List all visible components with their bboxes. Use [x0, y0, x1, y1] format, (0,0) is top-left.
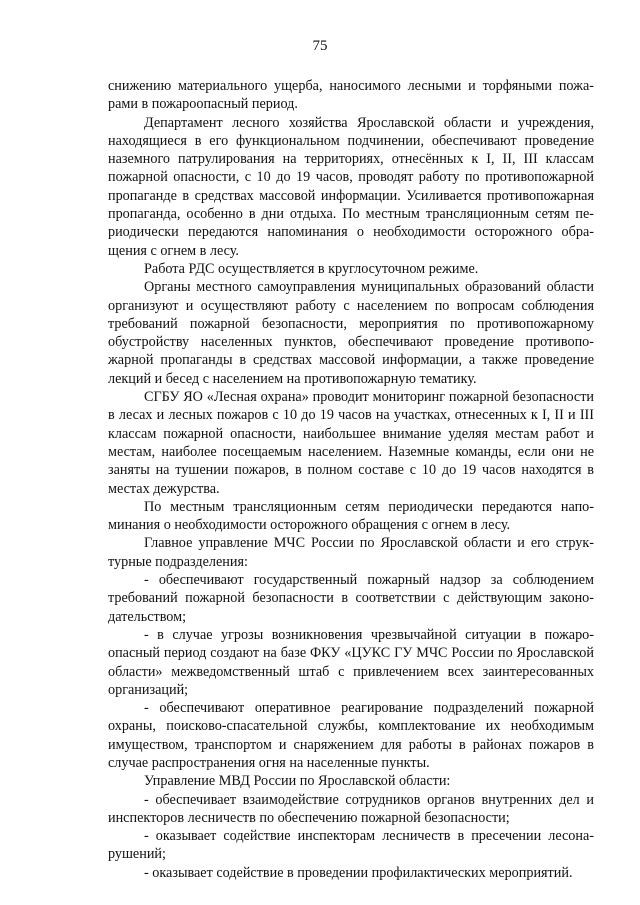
paragraph-rds-work: Работа РДС осуществляется в круглосуточном режиме.: [144, 260, 479, 277]
paragraph-forest-protection: СГБУ ЯО «Лесная охрана» проводит мониторинг пожарной безопасности в лесах и лесных пожаров с 10 до 19 часов на участках, отнесенных к I, II и III классам пожарной опасности, наибольшее внимание уделяя местам работ и местам, наиболее посещаемым населением. Наземные команды, если они не заняты на тушении пожаров, в полном составе с 10 до 19 часов находятся в местах дежурства.: [108, 389, 594, 497]
body-text: [108, 77, 594, 882]
paragraph-emergency-ministry: Главное управление МЧС России по Ярославской области и его структурные подразделения:: [108, 535, 594, 570]
paragraph-forestry-department: Департамент лесного хозяйства Ярославской области и учреждения, находящиеся в его функциональном подчинении, обеспечивают проведение наземного патрулирования на территориях, отнесённых к I, II, III классам пожарной опасности, с 10 до 19 часов, проводят работу по противопожарной пропаганде в средствах массовой информации. Усиливается противопожарная пропаганда, особенно в дни отдыха. По местным трансляционным сетям периодически передаются напоминания о необходимости осторожного обращения с огнем в лесу.: [108, 114, 594, 259]
paragraph-local-government: Органы местного самоуправления муниципальных образований области организуют и осуществляют работу с населением по вопросам соблюдения требований пожарной безопасности, мероприятия по противопожарному обустройству населенных пунктов, обеспечивают проведение противопожарной пропаганды в средствах массовой информации, а также проведение лекций и бесед с населением на противопожарную тематику.: [108, 279, 594, 387]
paragraph-broadcast-reminders: По местным трансляционным сетям периодически передаются напоминания о необходимости осторожного обращения с огнем в лесу.: [108, 498, 594, 534]
list-item-preventive-measures: - оказывает содействие в проведении профилактических мероприятий.: [144, 864, 573, 881]
list-item-violation-prevention: - оказывает содействие инспекторам лесничеств в пресечении лесонарушений;: [108, 828, 594, 863]
list-item-cooperation: - обеспечивает взаимодействие сотрудников органов внутренних дел и инспекторов лесничеств по обеспечению пожарной безопасности;: [108, 791, 594, 826]
list-item-emergency-headquarters: - в случае угрозы возникновения чрезвычайной ситуации в пожароопасный период создают на базе ФКУ «ЦУКС ГУ МЧС России по Ярославской области» межведомственный штаб с привлечением всех заинтересованных организаций;: [108, 626, 594, 698]
paragraph-continuation: снижению материального ущерба, наносимого лесными и торфяными пожарами в пожароопасный период.: [108, 78, 594, 113]
list-item-rapid-response: - обеспечивают оперативное реагирование подразделений пожарной охраны, поисково-спасательной службы, комплектование их необходимым имуществом, транспортом и снаряжением для работы в районах пожаров в случае распространения огня на населенные пункты.: [108, 700, 594, 771]
page-number: 75: [312, 38, 328, 54]
paragraph-interior-ministry: Управление МВД России по Ярославской области:: [144, 773, 451, 790]
list-item-fire-supervision: - обеспечивают государственный пожарный надзор за соблюдением требований пожарной безопасности в соответствии с действующим законодательством;: [108, 572, 594, 625]
